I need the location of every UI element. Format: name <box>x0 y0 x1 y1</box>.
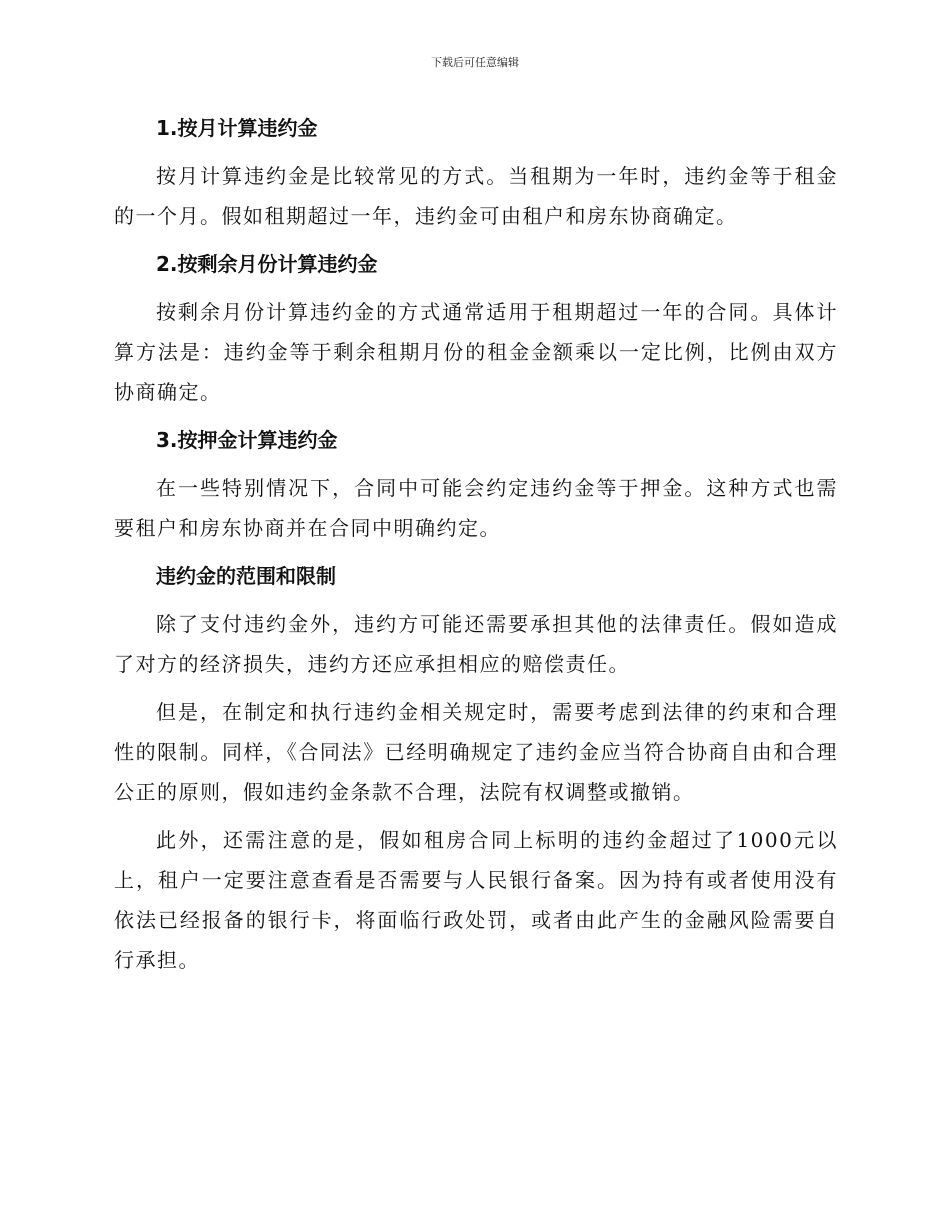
section-heading-1: 1.按月计算违约金 <box>156 116 318 140</box>
paragraph: 按剩余月份计算违约金的方式通常适用于租期超过一年的合同。具体计算方法是：违约金等于剩余租期月份的租金金额乘以一定比例，比例由双方协商确定。 <box>114 300 838 404</box>
paragraph: 除了支付违约金外，违约方可能还需要承担其他的法律责任。假如造成了对方的经济损失，违约方还应承担相应的赔偿责任。 <box>114 612 838 676</box>
paragraph: 此外，还需注意的是，假如租房合同上标明的违约金超过了1000元以上，租户一定要注意查看是否需要与人民银行备案。因为持有或者使用没有依法已经报备的银行卡，将面临行政处罚，或者由此产生的金融风险需要自行承担。 <box>114 828 838 972</box>
page-header: 下载后可任意编辑 <box>431 56 519 69</box>
section-heading-4: 违约金的范围和限制 <box>156 564 336 588</box>
paragraph: 按月计算违约金是比较常见的方式。当租期为一年时，违约金等于租金的一个月。假如租期超过一年，违约金可由租户和房东协商确定。 <box>114 164 838 228</box>
section-heading-2: 2.按剩余月份计算违约金 <box>156 252 378 276</box>
section-heading-3: 3.按押金计算违约金 <box>156 428 338 452</box>
paragraph: 在一些特别情况下，合同中可能会约定违约金等于押金。这种方式也需要租户和房东协商并在合同中明确约定。 <box>114 476 838 540</box>
document-body <box>114 108 838 988</box>
paragraph: 但是，在制定和执行违约金相关规定时，需要考虑到法律的约束和合理性的限制。同样，《合同法》已经明确规定了违约金应当符合协商自由和合理公正的原则，假如违约金条款不合理，法院有权调整或撤销。 <box>114 700 838 804</box>
